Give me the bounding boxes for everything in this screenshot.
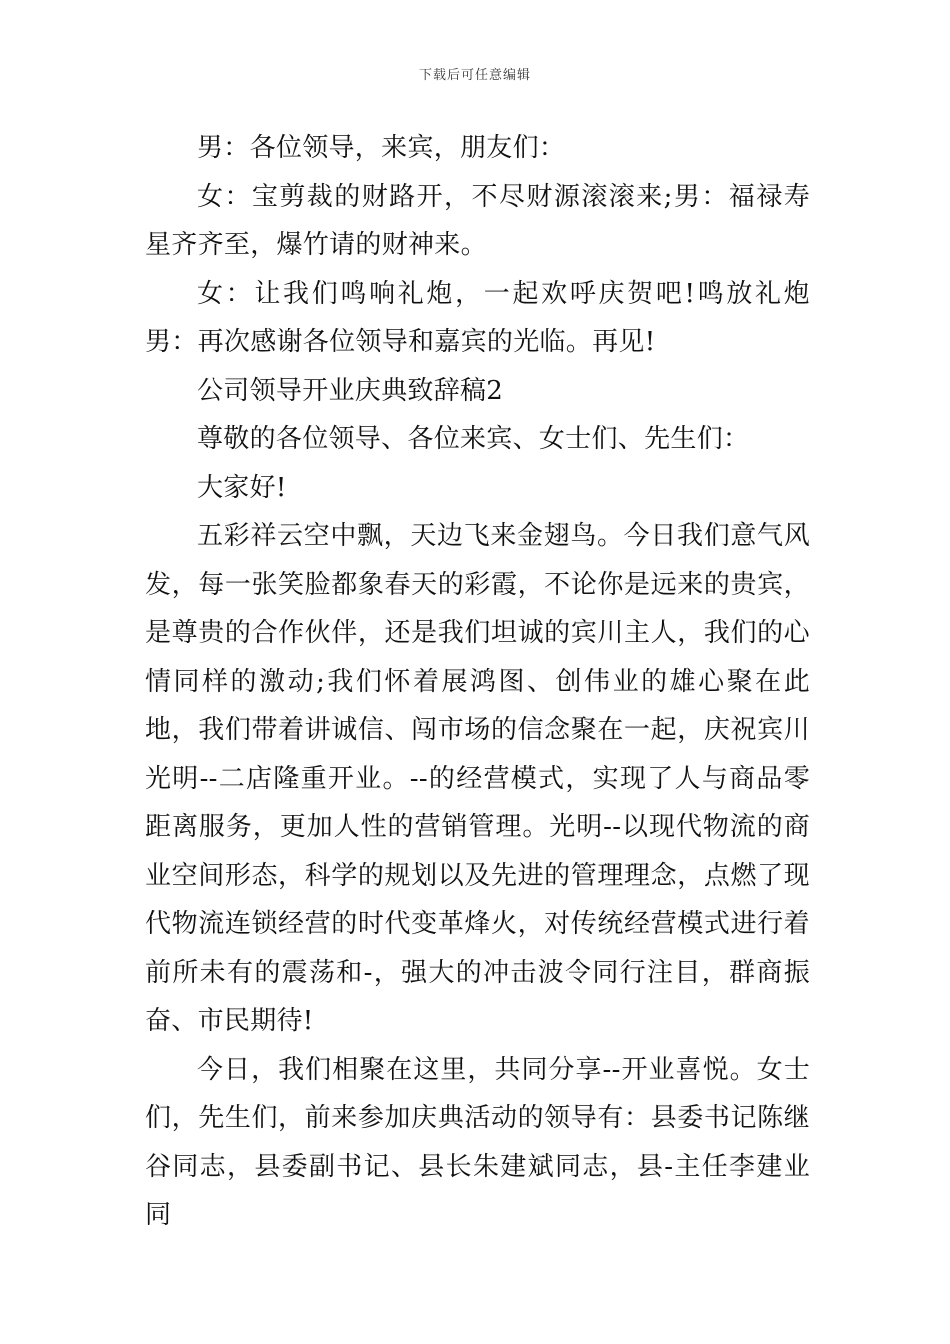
paragraph-salute-farewell: 女：让我们鸣响礼炮，一起欢呼庆贺吧!鸣放礼炮男：再次感谢各位领导和嘉宾的光临。再见!	[145, 278, 810, 357]
paragraph-guests: 今日，我们相聚在这里，共同分享--开业喜悦。女士们，先生们，前来参加庆典活动的领导有：县委书记陈继谷同志，县委副书记、县长朱建斌同志，县-主任李建业同	[145, 1054, 810, 1230]
paragraph-greeting-male: 男：各位领导，来宾，朋友们：	[197, 133, 566, 163]
page-header: 下载后可任意编辑	[418, 68, 531, 83]
paragraph-hello: 大家好!	[197, 472, 287, 503]
paragraph-blessing-exchange: 女：宝剪裁的财路开，不尽财源滚滚来;男：福禄寿星齐齐至，爆竹请的财神来。	[145, 181, 810, 260]
paragraph-opening-speech: 五彩祥云空中飘，天边飞来金翅鸟。今日我们意气风发，每一张笑脸都象春天的彩霞，不论你是远来的贵宾，是尊贵的合作伙伴，还是我们坦诚的宾川主人，我们的心情同样的激动;我们怀着展鸿图、创伟业的雄心聚在此地，我们带着讲诚信、闯市场的信念聚在一起，庆祝宾川光明--二店隆重开业。--的经营模式，实现了人与商品零距离服务，更加人性的营销管理。光明--以现代物流的商业空间形态，科学的规划以及先进的管理理念，点燃了现代物流连锁经营的时代变革烽火，对传统经营模式进行着前所未有的震荡和-，强大的冲击波令同行注目，群商振奋、市民期待!	[145, 521, 810, 1036]
paragraph-salutation: 尊敬的各位领导、各位来宾、女士们、先生们：	[197, 424, 750, 454]
section-title: 公司领导开业庆典致辞稿2	[197, 375, 504, 406]
document-body	[145, 124, 810, 1240]
